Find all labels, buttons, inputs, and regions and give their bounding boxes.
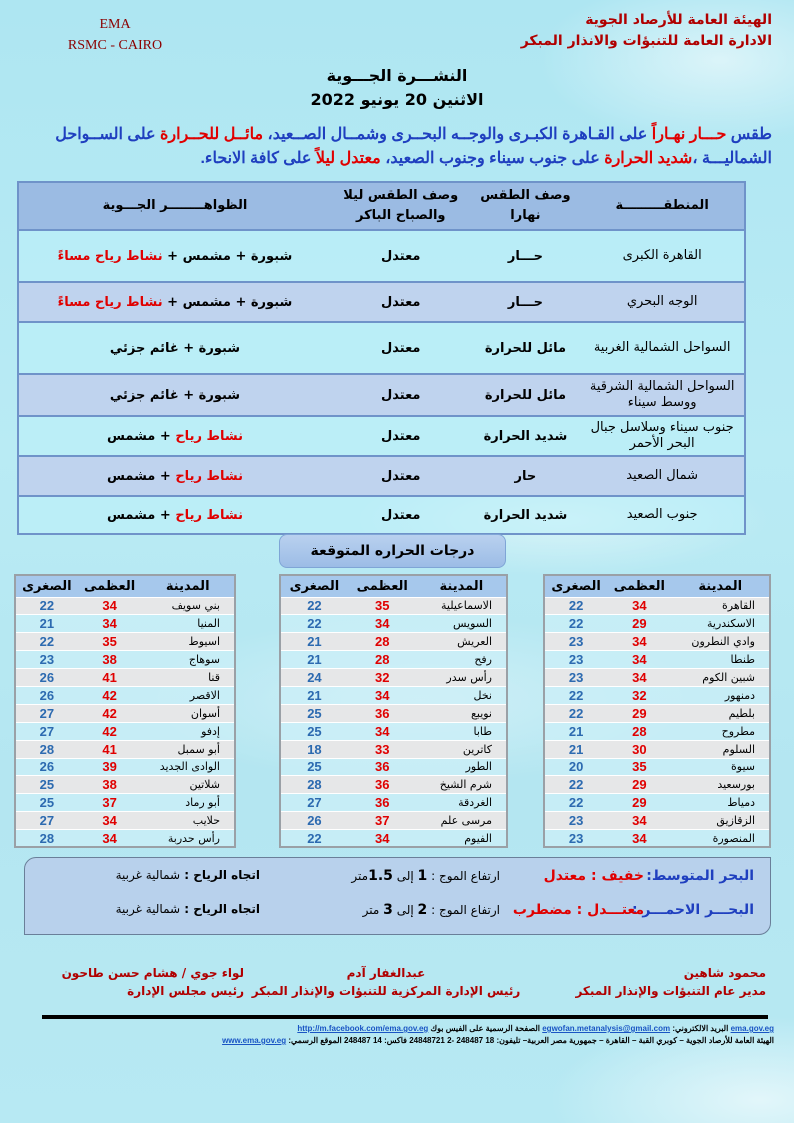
temperature-row	[15, 722, 235, 740]
max-temp: 36	[348, 704, 417, 722]
region-name: السواحل الشمالية الغربية	[580, 322, 745, 374]
forecast-row	[18, 416, 745, 456]
temperature-row	[15, 740, 235, 758]
footer-line-address	[20, 1035, 774, 1047]
min-temp: 22	[544, 704, 607, 722]
min-temp: 26	[15, 758, 78, 776]
city-name: رفح	[417, 651, 507, 669]
temperature-row	[15, 812, 235, 830]
max-temp: 29	[607, 794, 671, 812]
region-name: جنوب سيناء وسلاسل جبال البحر الأحمر	[580, 416, 745, 456]
col-city: المدينة	[417, 575, 507, 597]
wind-direction	[116, 902, 260, 916]
temperature-row	[544, 704, 770, 722]
min-temp: 21	[544, 722, 607, 740]
min-temp: 27	[15, 704, 78, 722]
phenomena-text: شبورة + غائم جزئي	[109, 387, 241, 403]
temperature-row	[15, 758, 235, 776]
temperature-row	[280, 633, 507, 651]
summary-highlight: شديد الحرارة	[604, 150, 693, 167]
night-description: معتدل	[331, 416, 471, 456]
day-description: مائل للحرارة	[471, 322, 581, 374]
phenomena-highlight: نشاط رياح مساءً	[57, 248, 163, 264]
header-day: وصف الطقس نهارا	[471, 182, 581, 230]
sea-row-mediterranean	[25, 868, 770, 888]
city-name: دمياط	[672, 794, 771, 812]
city-name: مطروح	[672, 722, 771, 740]
footer-email-label: البريد الالكتروني:	[672, 1024, 729, 1033]
temperature-row	[280, 776, 507, 794]
min-temp: 25	[15, 794, 78, 812]
region-name: السواحل الشمالية الشرقية ووسط سيناء	[580, 374, 745, 416]
summary-highlight: مائــل للحــرارة	[159, 126, 264, 143]
max-temp: 34	[607, 669, 671, 687]
city-name: بلطيم	[672, 704, 771, 722]
sea-name: البحر المتوسط:	[646, 868, 754, 884]
temperature-row	[544, 812, 770, 830]
city-name: الاقصر	[141, 686, 235, 704]
forecast-row	[18, 374, 745, 416]
temperature-row	[544, 776, 770, 794]
bulletin-title-block	[0, 64, 794, 112]
wind-label: اتجاه الرياح :	[180, 902, 260, 916]
max-temp: 35	[78, 633, 142, 651]
min-temp: 22	[280, 830, 348, 848]
city-name: أبو سمبل	[141, 740, 235, 758]
night-description: معتدل	[331, 230, 471, 282]
signer-name: محمود شاهين	[683, 966, 766, 980]
summary-text: على كافة الانحاء.	[200, 150, 316, 167]
max-temp: 38	[78, 776, 142, 794]
max-temp: 35	[607, 758, 671, 776]
min-temp: 22	[15, 597, 78, 615]
temperature-row	[544, 686, 770, 704]
min-temp: 21	[15, 615, 78, 633]
city-name: الغردقة	[417, 794, 507, 812]
wave-mid: إلى	[392, 869, 418, 883]
day-description: شديد الحرارة	[471, 496, 581, 534]
temperature-row	[544, 633, 770, 651]
min-temp: 27	[15, 722, 78, 740]
city-name: كاترين	[417, 740, 507, 758]
temp-table-1	[543, 574, 771, 848]
night-description: معتدل	[331, 282, 471, 322]
min-temp: 28	[280, 776, 348, 794]
max-temp: 29	[607, 615, 671, 633]
header-phenomena: الظواهــــــــر الجـــوية	[18, 182, 331, 230]
phenomena	[18, 374, 331, 416]
org-abbrev: EMA	[99, 17, 131, 32]
min-temp: 25	[15, 776, 78, 794]
city-name: العريش	[417, 633, 507, 651]
max-temp: 34	[78, 830, 142, 848]
min-temp: 26	[15, 686, 78, 704]
wave-mid: إلى	[392, 903, 418, 917]
city-name: الاسماعيلية	[417, 597, 507, 615]
city-name: اسيوط	[141, 633, 235, 651]
night-description: معتدل	[331, 456, 471, 496]
phenomena-text: + مشمس	[106, 428, 176, 444]
temperature-row	[280, 597, 507, 615]
signer-title: مدير عام التنبؤات والإنذار المبكر	[575, 984, 766, 998]
city-name: أبو رماد	[141, 794, 235, 812]
max-temp: 32	[348, 669, 417, 687]
temperature-row	[544, 758, 770, 776]
min-temp: 28	[15, 740, 78, 758]
signer-title: رئيس الإدارة المركزية للتنبؤات والإنذار المبكر	[251, 984, 521, 998]
forecast-table	[17, 181, 746, 535]
city-name: إدفو	[141, 722, 235, 740]
col-max: العظمى	[348, 575, 417, 597]
wave-label: ارتفاع الموج :	[427, 903, 500, 917]
wave-label: ارتفاع الموج :	[427, 869, 500, 883]
max-temp: 34	[78, 812, 142, 830]
city-name: السويس	[417, 615, 507, 633]
footer-link-facebook[interactable]: http://m.facebook.com/ema.gov.eg	[297, 1024, 429, 1033]
city-name: الزقازيق	[672, 812, 771, 830]
day-description: حار	[471, 456, 581, 496]
city-name: الوادى الجديد	[141, 758, 235, 776]
min-temp: 23	[544, 669, 607, 687]
header-right	[521, 10, 772, 52]
temperature-row	[15, 597, 235, 615]
col-max: العظمى	[607, 575, 671, 597]
max-temp: 37	[78, 794, 142, 812]
forecast-row	[18, 282, 745, 322]
temperature-row	[280, 758, 507, 776]
max-temp: 41	[78, 740, 142, 758]
phenomena-text: شبورة + مشمس +	[162, 248, 293, 264]
min-temp: 20	[544, 758, 607, 776]
city-name: نخل	[417, 686, 507, 704]
min-temp: 22	[544, 794, 607, 812]
summary-text: طقس	[726, 126, 772, 143]
wave-unit: متر	[362, 903, 384, 917]
city-name: المنيا	[141, 615, 235, 633]
min-temp: 21	[544, 740, 607, 758]
phenomena-highlight: نشاط رياح	[175, 507, 243, 523]
temperature-row	[15, 615, 235, 633]
temperature-row	[15, 686, 235, 704]
wave-from: 1	[417, 868, 428, 884]
summary-highlight: معتدل ليلاً	[315, 150, 381, 167]
max-temp: 34	[607, 651, 671, 669]
footer-line-links	[20, 1023, 774, 1035]
max-temp: 29	[607, 704, 671, 722]
temperature-row	[280, 704, 507, 722]
summary-text: على جنوب سيناء وجنوب الصعيد،	[380, 150, 605, 167]
temperature-row	[15, 669, 235, 687]
phenomena-text: + مشمس	[106, 507, 176, 523]
temperature-row	[544, 597, 770, 615]
city-name: طنطا	[672, 651, 771, 669]
day-description: حـــار	[471, 282, 581, 322]
max-temp: 39	[78, 758, 142, 776]
max-temp: 34	[78, 615, 142, 633]
region-name: الوجه البحري	[580, 282, 745, 322]
wave-unit: متر	[351, 869, 369, 883]
min-temp: 23	[544, 633, 607, 651]
phenomena-highlight: نشاط رياح مساءً	[57, 294, 163, 310]
max-temp: 34	[607, 633, 671, 651]
min-temp: 25	[280, 758, 348, 776]
city-name: وادي النطرون	[672, 633, 771, 651]
max-temp: 36	[348, 776, 417, 794]
wave-from: 2	[417, 902, 428, 918]
phenomena-text: شبورة + غائم جزئي	[109, 340, 241, 356]
max-temp: 34	[607, 830, 671, 848]
min-temp: 22	[544, 776, 607, 794]
max-temp: 28	[348, 633, 417, 651]
max-temp: 34	[348, 830, 417, 848]
wind-direction	[116, 868, 260, 882]
city-name: رأس سدر	[417, 669, 507, 687]
temperatures-title: درجات الحراره المتوقعة	[279, 534, 506, 568]
max-temp: 29	[607, 776, 671, 794]
city-name: حلايب	[141, 812, 235, 830]
min-temp: 23	[544, 651, 607, 669]
min-temp: 26	[280, 812, 348, 830]
min-temp: 24	[280, 669, 348, 687]
night-description: معتدل	[331, 374, 471, 416]
temperature-row	[544, 651, 770, 669]
min-temp: 23	[15, 651, 78, 669]
city-name: المنصورة	[672, 830, 771, 848]
temperature-row	[15, 651, 235, 669]
min-temp: 22	[544, 686, 607, 704]
col-city: المدينة	[141, 575, 235, 597]
rsmc-label: RSMC - CAIRO	[67, 38, 163, 53]
temperature-row	[280, 686, 507, 704]
min-temp: 22	[15, 633, 78, 651]
footer-divider	[42, 1015, 768, 1019]
min-temp: 23	[544, 812, 607, 830]
sea-row-red-sea	[25, 902, 770, 922]
temperature-row	[280, 794, 507, 812]
forecast-row	[18, 496, 745, 534]
min-temp: 25	[280, 704, 348, 722]
min-temp: 27	[15, 812, 78, 830]
max-temp: 41	[78, 669, 142, 687]
sea-name: البحـــر الاحمـــر :	[631, 902, 754, 918]
sea-state: خفيف : معتدل	[543, 868, 644, 884]
wave-height	[363, 902, 500, 918]
temperature-row	[544, 830, 770, 848]
city-name: مرسى علم	[417, 812, 507, 830]
phenomena	[18, 456, 331, 496]
temperature-row	[280, 669, 507, 687]
phenomena	[18, 282, 331, 322]
max-temp: 35	[348, 597, 417, 615]
department-name: الادارة العامة للتنبؤات والانذار المبكر	[520, 33, 772, 49]
summary-text: على القـاهرة الكبـرى والوجــه البحــرى وشمــال الصــعيد،	[263, 126, 652, 143]
temperature-row	[544, 740, 770, 758]
signature-3	[44, 964, 244, 1000]
city-name: أسوان	[141, 704, 235, 722]
signer-title: رئيس مجلس الإدارة	[127, 984, 244, 998]
temperature-row	[544, 615, 770, 633]
temp-table-2	[279, 574, 508, 848]
signer-name: لواء جوي / هشام حسن طاحون	[61, 966, 244, 980]
max-temp: 28	[348, 651, 417, 669]
max-temp: 33	[348, 740, 417, 758]
sea-state: معتـــدل : مضطرب	[512, 902, 644, 918]
forecast-row	[18, 456, 745, 496]
wave-to: 1.5	[368, 868, 393, 884]
min-temp: 22	[544, 615, 607, 633]
temperature-row	[15, 704, 235, 722]
phenomena-highlight: نشاط رياح	[175, 428, 243, 444]
col-min: الصغرى	[544, 575, 607, 597]
night-description: معتدل	[331, 496, 471, 534]
day-description: شديد الحرارة	[471, 416, 581, 456]
min-temp: 22	[544, 597, 607, 615]
min-temp: 21	[280, 633, 348, 651]
region-name: القاهرة الكبرى	[580, 230, 745, 282]
max-temp: 34	[78, 597, 142, 615]
night-description: معتدل	[331, 322, 471, 374]
footer-link-site[interactable]: www.ema.gov.eg	[222, 1036, 287, 1045]
max-temp: 32	[607, 686, 671, 704]
region-name: جنوب الصعيد	[580, 496, 745, 534]
forecast-row	[18, 230, 745, 282]
signature-1	[575, 964, 766, 1000]
col-min: الصغرى	[280, 575, 348, 597]
min-temp: 25	[280, 722, 348, 740]
phenomena	[18, 322, 331, 374]
wind-label: اتجاه الرياح :	[180, 868, 260, 882]
phenomena	[18, 416, 331, 456]
city-name: الفيوم	[417, 830, 507, 848]
temperature-row	[544, 722, 770, 740]
footer-contact	[20, 1023, 774, 1047]
temperature-row	[280, 615, 507, 633]
temperature-row	[280, 722, 507, 740]
summary-highlight: حـــار نهـاراً	[651, 126, 727, 143]
org-name: الهيئة العامة للأرصاد الجوية	[585, 12, 772, 28]
temperature-row	[280, 740, 507, 758]
city-name: شبين الكوم	[672, 669, 771, 687]
temperature-row	[280, 651, 507, 669]
min-temp: 23	[544, 830, 607, 848]
col-min: الصغرى	[15, 575, 78, 597]
city-name: شلاتين	[141, 776, 235, 794]
phenomena-highlight: نشاط رياح	[175, 468, 243, 484]
summary-text: على الســواحل الشماليـــة ،	[55, 126, 772, 167]
city-name: رأس حدربة	[141, 830, 235, 848]
phenomena-text: شبورة + مشمس +	[162, 294, 293, 310]
city-name: دمنهور	[672, 686, 771, 704]
min-temp: 21	[280, 651, 348, 669]
city-name: سوهاج	[141, 651, 235, 669]
max-temp: 28	[607, 722, 671, 740]
footer-address: الهيئة العامة للأرصاد الجوية – كوبري القبة – القاهرة – جمهورية مصر العربية– تليفون: 18 248487 -2 24848721 فاكس: 14 248487 الموقع الرسمي:	[288, 1036, 774, 1045]
max-temp: 34	[607, 597, 671, 615]
bulletin-title: النشـــرة الجـــوية	[326, 66, 468, 85]
temperature-row	[544, 669, 770, 687]
min-temp: 18	[280, 740, 348, 758]
col-max: العظمى	[78, 575, 142, 597]
phenomena-text: + مشمس	[106, 468, 176, 484]
temp-table-3	[14, 574, 236, 848]
header-region: المنطقـــــــــة	[580, 182, 745, 230]
signer-name: عبدالغفار آدم	[346, 966, 426, 980]
footer-facebook-label: الصفحة الرسمية على الفيس بوك	[430, 1024, 540, 1033]
temperature-row	[15, 830, 235, 848]
city-name: الطور	[417, 758, 507, 776]
max-temp: 34	[348, 615, 417, 633]
signature-2	[251, 964, 521, 1000]
max-temp: 42	[78, 704, 142, 722]
wind-value: شمالية غربية	[115, 868, 181, 882]
forecast-row	[18, 322, 745, 374]
city-name: السلوم	[672, 740, 771, 758]
day-description: مائل للحرارة	[471, 374, 581, 416]
city-name: سيوة	[672, 758, 771, 776]
footer-link-email[interactable]: egwofan.metanalysis@gmail.com	[542, 1024, 671, 1033]
max-temp: 38	[78, 651, 142, 669]
city-name: قنا	[141, 669, 235, 687]
city-name: طابا	[417, 722, 507, 740]
min-temp: 28	[15, 830, 78, 848]
col-city: المدينة	[672, 575, 771, 597]
wave-height	[351, 868, 500, 884]
header-left	[40, 14, 190, 56]
temperature-row	[15, 794, 235, 812]
temperature-row	[544, 794, 770, 812]
min-temp: 22	[280, 615, 348, 633]
wave-to: 3	[383, 902, 393, 918]
min-temp: 22	[280, 597, 348, 615]
city-name: القاهرة	[672, 597, 771, 615]
max-temp: 42	[78, 686, 142, 704]
phenomena	[18, 230, 331, 282]
region-name: شمال الصعيد	[580, 456, 745, 496]
temperature-row	[15, 776, 235, 794]
city-name: شرم الشيخ	[417, 776, 507, 794]
city-name: بورسعيد	[672, 776, 771, 794]
city-name: بني سويف	[141, 597, 235, 615]
city-name: الاسكندرية	[672, 615, 771, 633]
max-temp: 30	[607, 740, 671, 758]
max-temp: 36	[348, 794, 417, 812]
min-temp: 27	[280, 794, 348, 812]
temperature-row	[280, 830, 507, 848]
temperature-row	[15, 633, 235, 651]
max-temp: 34	[607, 812, 671, 830]
min-temp: 26	[15, 669, 78, 687]
sea-state-box	[24, 857, 771, 935]
wind-value: شمالية غربية	[115, 902, 181, 916]
bulletin-date: الاثنين 20 يونيو 2022	[310, 90, 484, 109]
footer-link-site2[interactable]: ema.gov.eg	[730, 1024, 774, 1033]
phenomena	[18, 496, 331, 534]
city-name: نويبع	[417, 704, 507, 722]
temperature-row	[280, 812, 507, 830]
weather-summary	[24, 123, 772, 171]
min-temp: 21	[280, 686, 348, 704]
max-temp: 36	[348, 758, 417, 776]
header-night: وصف الطقس ليلا والصباح الباكر	[331, 182, 471, 230]
day-description: حـــار	[471, 230, 581, 282]
max-temp: 34	[348, 722, 417, 740]
max-temp: 37	[348, 812, 417, 830]
max-temp: 42	[78, 722, 142, 740]
max-temp: 34	[348, 686, 417, 704]
